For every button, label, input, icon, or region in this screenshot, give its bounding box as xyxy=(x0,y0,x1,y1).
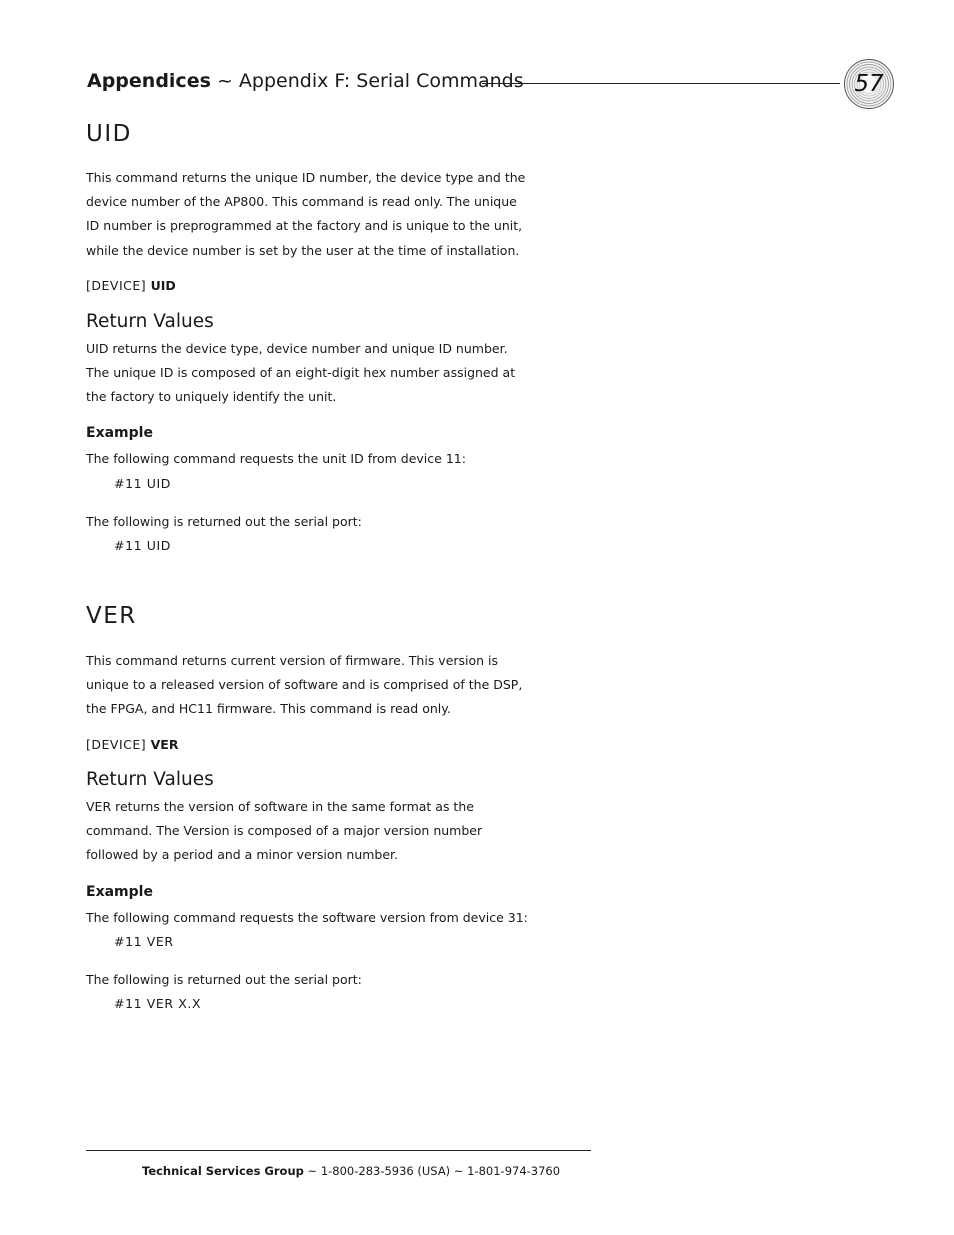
uid-example-response-text: The following is returned out the serial port: xyxy=(86,514,362,529)
header-section: Appendices xyxy=(87,70,211,92)
footer-phone-usa: 1-800-283-5936 (USA) xyxy=(320,1164,451,1178)
footer-phone-intl: 1-801-974-3760 xyxy=(467,1164,561,1178)
uid-example-request-code: #11 UID xyxy=(114,476,172,491)
footer-rule xyxy=(86,1150,591,1151)
ver-syntax-command: VER xyxy=(150,737,179,752)
ver-return-text: VER returns the version of software in the same format as the command. The Version is composed of a major version number followed by a period and a minor version number. xyxy=(86,799,483,863)
ver-example-response-code: #11 VER X.X xyxy=(114,996,202,1011)
ver-example-heading: Example xyxy=(86,884,153,900)
ver-syntax-prefix: [DEVICE] xyxy=(86,737,147,752)
ver-syntax xyxy=(86,737,178,752)
uid-example-heading: Example xyxy=(86,425,153,441)
ver-return-heading: Return Values xyxy=(86,769,214,790)
running-header xyxy=(87,70,524,92)
uid-return-heading: Return Values xyxy=(86,311,214,332)
footer-separator: ~ xyxy=(307,1164,318,1178)
header-subsection: Appendix F: Serial Commands xyxy=(238,70,524,92)
footer-org: Technical Services Group xyxy=(142,1164,304,1178)
header-separator: ~ xyxy=(216,70,233,92)
ver-example-request-text: The following command requests the software version from device 31: xyxy=(86,910,528,925)
ver-description: This command returns current version of firmware. This version is unique to a released version of software and is comprised of the DSP, the FPGA, and HC11 firmware. This command is read only. xyxy=(86,653,523,717)
page-number-badge xyxy=(844,59,894,109)
footer-separator-2: ~ xyxy=(453,1164,464,1178)
ver-example-request-code: #11 VER xyxy=(114,934,174,949)
uid-section-title: UID xyxy=(86,121,132,147)
uid-syntax-command: UID xyxy=(150,278,176,293)
uid-syntax xyxy=(86,278,176,293)
header-rule xyxy=(482,83,840,84)
ver-section-title: VER xyxy=(86,603,137,629)
uid-syntax-prefix: [DEVICE] xyxy=(86,278,147,293)
uid-example-request-text: The following command requests the unit ID from device 11: xyxy=(86,451,466,466)
uid-example-response-code: #11 UID xyxy=(114,538,172,553)
page-footer xyxy=(142,1164,560,1178)
ver-example-response-text: The following is returned out the serial port: xyxy=(86,972,362,987)
uid-return-text: UID returns the device type, device number and unique ID number. The unique ID is composed of an eight-digit hex number assigned at the factory to uniquely identify the unit. xyxy=(86,341,516,405)
page-number: 57 xyxy=(854,71,884,97)
uid-description: This command returns the unique ID number, the device type and the device number of the AP800. This command is read only. The unique ID number is preprogrammed at the factory and is unique to the unit, while the device number is set by the user at the time of installation. xyxy=(86,170,526,258)
